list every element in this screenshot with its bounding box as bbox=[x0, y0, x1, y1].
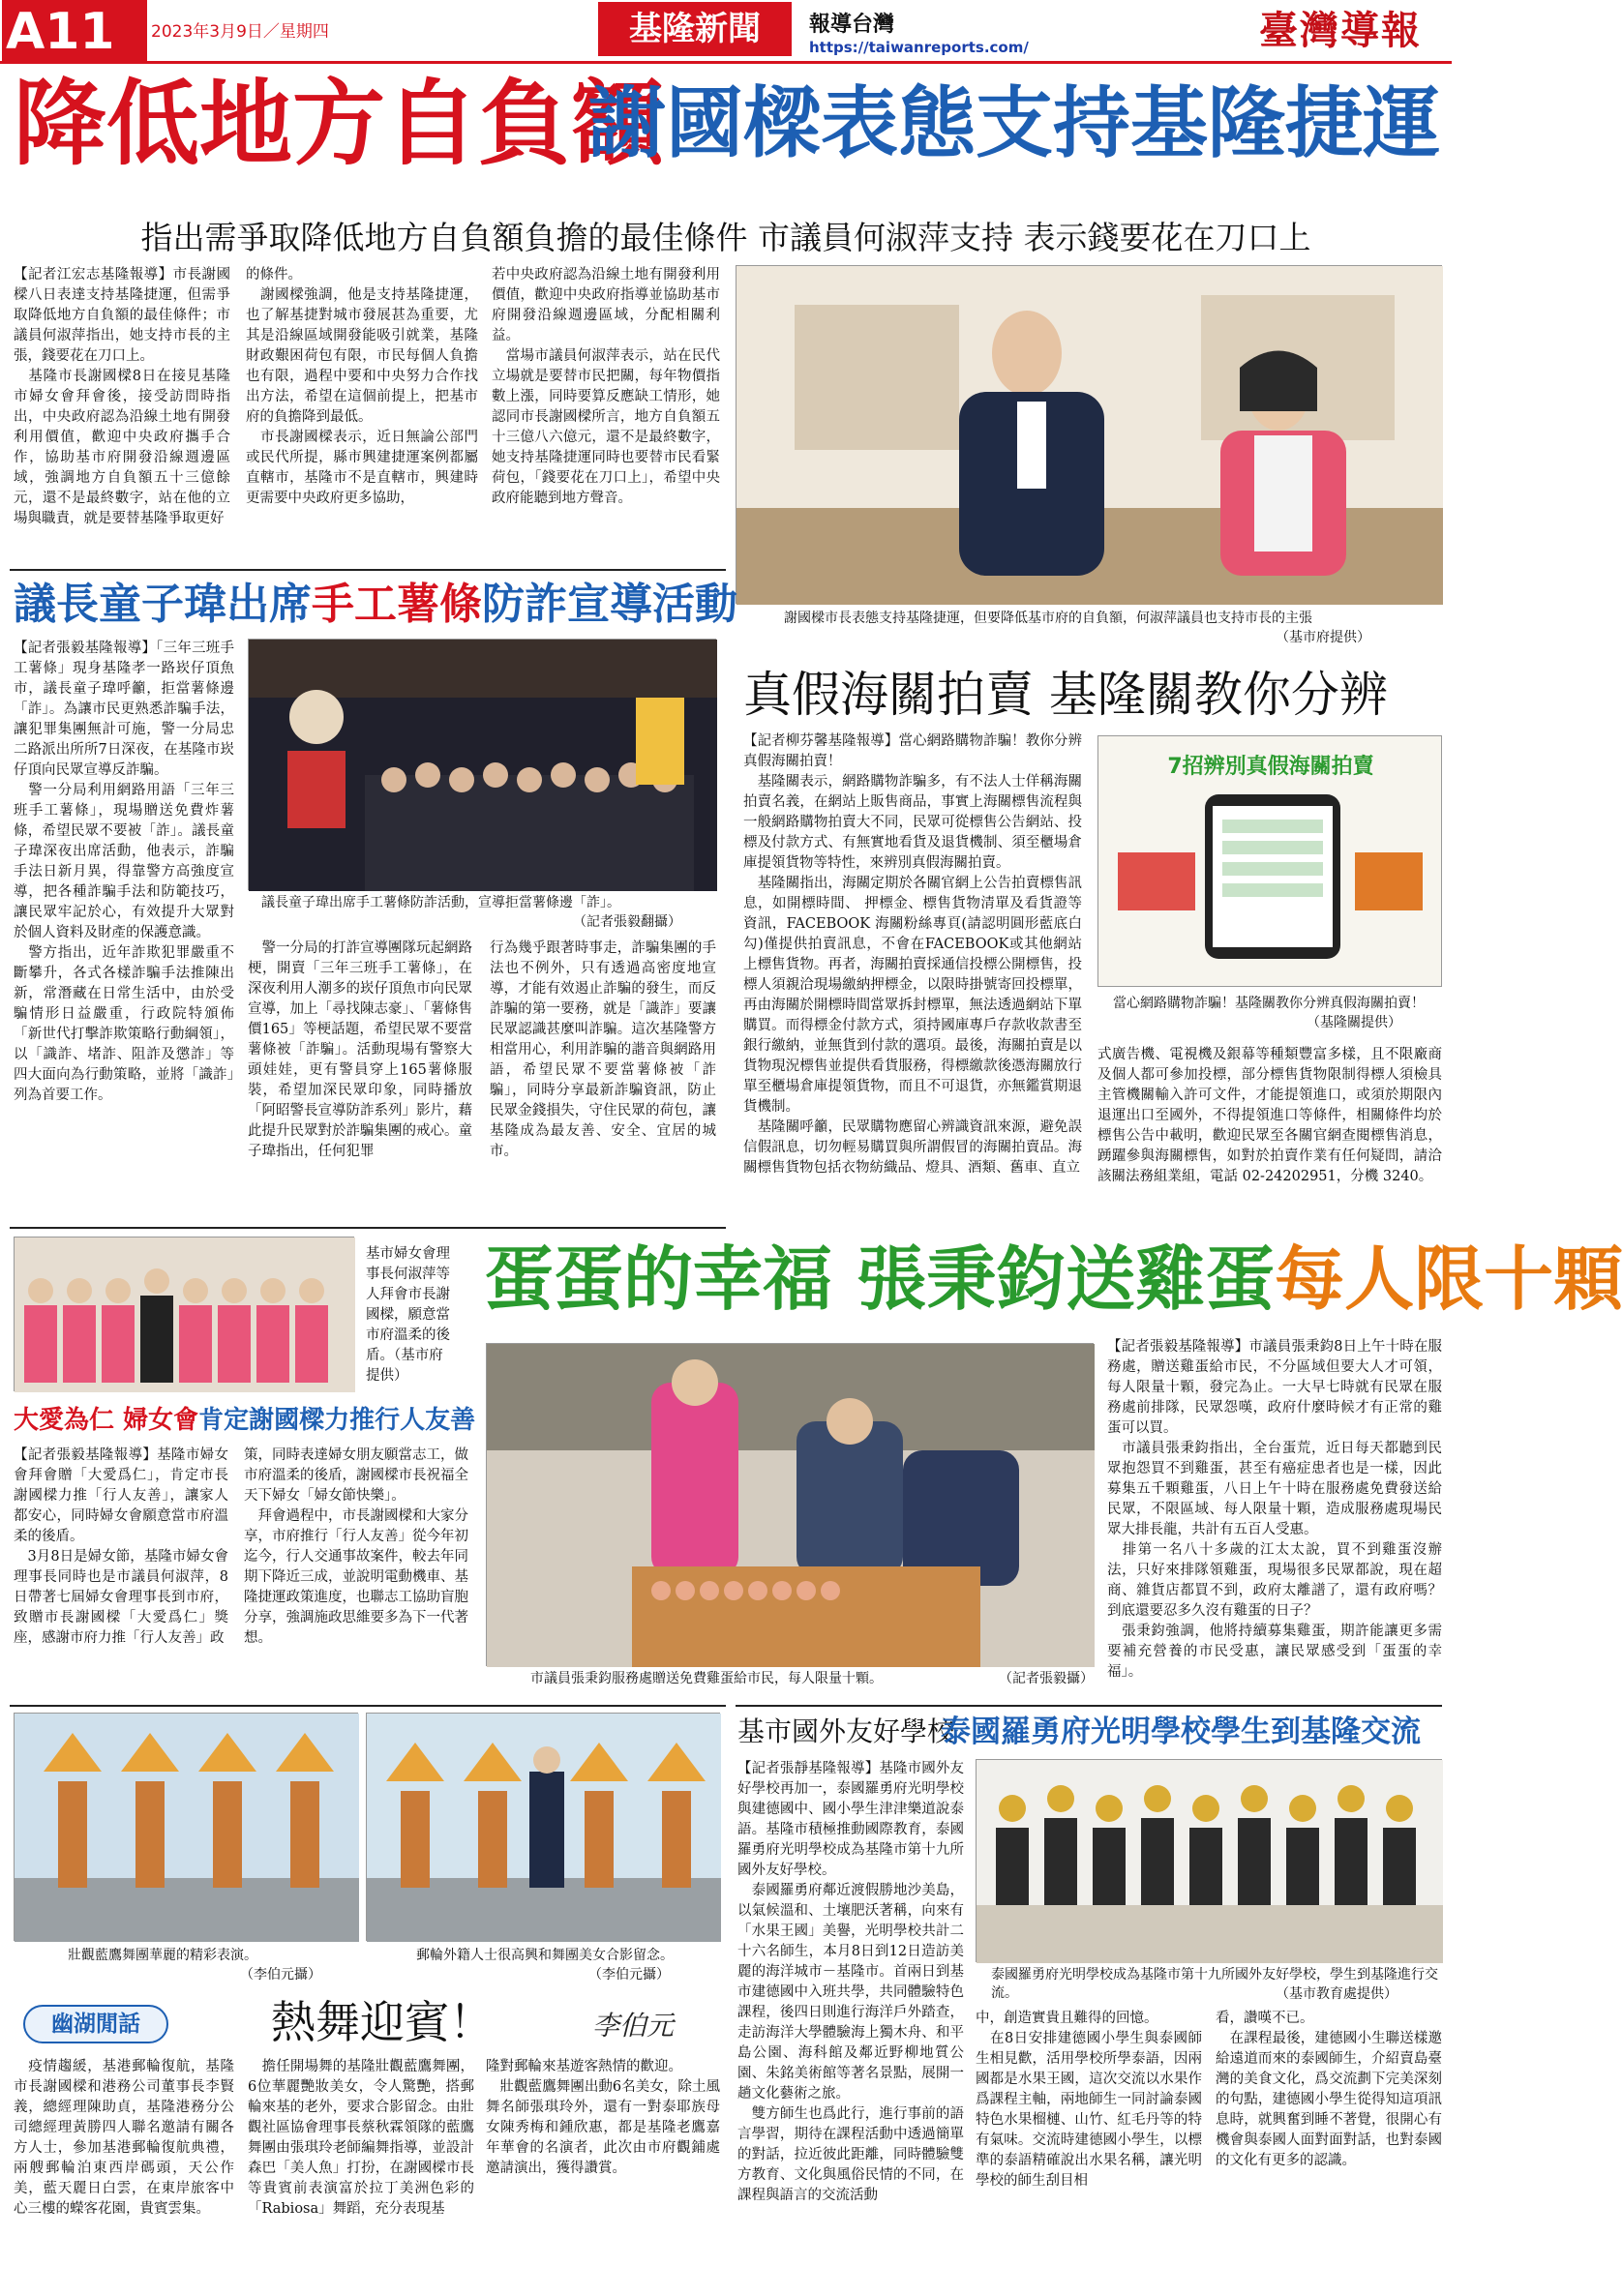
lead-column-3: 若中央政府認為沿線土地有開發利用價值，歡迎中央政府指導並協助基市府開發沿線週邊區域，分配相關利益。 當場市議員何淑萍表示，站在民代立場就是要替市民把關，每年物價指數上漲，同時要算反應缺工情形，她認同市長謝國樑所言，地方自負額五十三億八六億元，還不是最終數字，她支持基隆捷運同時也要替市民看緊荷包，「錢要花在刀口上」，希望中央政府能聽到地方聲音。 bbox=[492, 267, 720, 506]
lead-headline-left: 降低地方自負額 bbox=[14, 70, 664, 178]
women-photo-illustration bbox=[15, 1237, 355, 1392]
fraud-headline-part1: 議長童子瑋出席 bbox=[14, 580, 312, 629]
thai-headline-left: 基市國外友好學校 bbox=[737, 1715, 955, 1747]
dance-photo-right bbox=[366, 1713, 720, 1941]
dance-left-credit: （李伯元攝） bbox=[240, 1967, 321, 1983]
dance-column-2: 擔任開場舞的基隆壯觀藍鷹舞團，6位華麗艷妝美女，令人驚艷，搭郵輪來基的老外，要求合影留念。由壯觀社區協會理事長蔡秋霖領隊的藍鷹舞團由張琪玲老師編舞指導，並設計森巴「美人魚」打扮，在謝國樑市長等貴賓前表演富於拉丁美洲色彩的「Rabiosa」舞蹈，充分表現基 bbox=[248, 2059, 474, 2217]
thai-photo bbox=[976, 1759, 1442, 1962]
eggs-headline bbox=[484, 1231, 1623, 1327]
dance-right-caption: 郵輪外籍人士很高興和舞團美女合影留念。 bbox=[416, 1948, 674, 1963]
fraud-photo-caption: 議長童子瑋出席手工薯條防詐活動，宣導拒當薯條邊「詐」。 bbox=[261, 895, 620, 910]
dance-left-caption: 壯觀藍鷹舞團華麗的精彩表演。 bbox=[68, 1948, 257, 1963]
customs-column-1: 【記者柳芬馨基隆報導】當心網路購物詐騙！教你分辨真假海關拍賣！ 基隆關表示，網路購物詐騙多，有不法人士佯稱海關拍賣名義，在網站上販售商品，事實上海關標售流程與一般網路購物拍賣大不同，民眾可從標售公告網站、投標及付款方式、有無實地看貨及退貨機制、須至櫃場倉庫提領貨物等特性，來辨別真假海關拍賣。 基隆關指出，海關定期於各關官網上公告拍賣標售訊息，如開標時間、 押標金、標售貨物清單及看貨證等資訊，FACEBOOK 海關粉絲專頁(請認明圓形藍底白勾)僅提供拍賣訊息，不會在FACEBOOK或其他網站上標售貨物。再者，海關拍賣採通信投標公開標售，投標人須親洽現場繳納押標金，以限時掛號寄回投標單，再由海關於開標時間當眾拆封標單，無法透過網站下單購買。而得標金付款方式，須持國庫專戶存款收款書至銀行繳納，並無貨到付款的選項。最後，海關拍賣是以貨物現況標售並提供看貨服務，得標繳款後憑海關放行單至櫃場倉庫提領貨物，而且不可退貨，亦無鑑賞期退貨機制。 基隆關呼籲，民眾購物應留心辨識資訊來源，避免誤信假訊息，切勿輕易購買與所謂假冒的海關拍賣品。海關標售貨物包括衣物紡織品、燈具、酒類、舊車、直立 bbox=[743, 733, 1082, 1176]
dance-column-1: 疫情趨緩，基港郵輪復航，基隆市長謝國樑和港務公司董事長李賢義，總經理陳助貞，基隆港務分公司總經理黃勝四人聯名邀請有關各方人士，參加基港郵輪復航典禮，兩艘郵輪泊東西岸碼頭，天公作美，藍天麗日白雲，在東岸旅客中心三樓的蠑客花園，貴賓雲集。 bbox=[14, 2059, 234, 2217]
women-photo bbox=[14, 1237, 354, 1391]
customs-column-2: 式廣告機、電視機及銀幕等種類豐富多樣，且不限廠商及個人都可參加投標，部分標售貨物限制得標人須檢具主管機關輸入許可文件，才能提領進口，或須於期限內退運出口至國外，不得提領進口等條件，相關條件均於標售公告中載明，歡迎民眾至各關官網查閱標售消息，踴躍參與海關標售，如對於拍賣作業有任何疑問，請洽該關法務組業組，電話 02-24202951，分機 3240。 bbox=[1097, 1047, 1442, 1184]
partner-url[interactable]: https://taiwanreports.com/ bbox=[809, 39, 1029, 56]
divider bbox=[10, 1227, 726, 1229]
eggs-photo bbox=[486, 1343, 1094, 1666]
lead-subhead: 指出需爭取降低地方自負額負擔的最佳條件 市議員何淑萍支持 表示錢要花在刀口上 bbox=[140, 219, 1311, 256]
dance-column-3: 隆對郵輪來基遊客熱情的歡迎。 壯觀藍鷹舞團出動6名美女，除土風舞名師張琪玲外，還有一對泰耶族母女陳秀梅和鍾欣惠，都是基隆老鷹嘉年華會的名演者，此次由市府觀鋪處邀請演出，獲得讚賞。 bbox=[486, 2059, 720, 2176]
women-photo-caption: 基市婦女會理事長何淑萍等人拜會市長謝國樑，願意當市府溫柔的後盾。（基市府提供） bbox=[366, 1246, 450, 1384]
dance-photo-left bbox=[14, 1713, 358, 1941]
lead-column-1: 【記者江宏志基隆報導】市長謝國樑八日表達支持基隆捷運，但需爭取降低地方自負額的最佳條件；市議員何淑萍指出，她支持市長的主張，錢要花在刀口上。 基隆市長謝國樑8日在接見基隆市婦女會拜會後，接受訪問時指出，中央政府認為沿線土地有開發利用價值，歡迎中央政府攜手合作，協助基市府開發沿線週邊區域，強調地方自負額五十三億餘元，還不是最終數字，站在他的立場與職責，就是要替基隆爭取更好 bbox=[14, 267, 230, 526]
customs-infographic-credit: （基隆關提供） bbox=[1307, 1015, 1401, 1030]
thai-headline-right: 泰國羅勇府光明學校學生到基隆交流 bbox=[941, 1715, 1421, 1749]
eggs-headline-part2: 張秉鈞送雞蛋 bbox=[857, 1238, 1276, 1320]
customs-infographic-caption: 當心網路購物詐騙！基隆關教你分辨真假海關拍賣！ bbox=[1113, 996, 1425, 1011]
column-badge: 幽湖閒話 bbox=[23, 2005, 168, 2043]
lead-photo-caption: 謝國樑市長表態支持基隆捷運，但要降低基市府的自負額，何淑萍議員也支持市長的主張 bbox=[784, 611, 1312, 626]
newspaper-logo: 臺灣導報 bbox=[1259, 8, 1422, 53]
women-headline-part2: 婦女會 bbox=[123, 1406, 199, 1435]
fraud-photo-illustration bbox=[249, 640, 717, 891]
dance-photo-left-illustration bbox=[15, 1714, 359, 1942]
eggs-photo-credit: （記者張毅攝） bbox=[999, 1671, 1094, 1686]
divider bbox=[10, 1705, 726, 1707]
customs-infographic bbox=[1097, 735, 1442, 987]
section-title: 基隆新聞 bbox=[598, 2, 792, 56]
thai-column-3: 看，讚嘆不已。 在課程最後，建德國小生聯送樣邀給遠道而來的泰國師生，介紹賣島臺灣的美食文化，爲交流劃下完美深刻的句點，建德國小學生從得知這項訊息時，就興奮到睡不著覺，很開心有機會與泰國人面對面對話，也對泰國的文化有更多的認識。 bbox=[1216, 2011, 1442, 2168]
women-headline bbox=[14, 1401, 476, 1440]
fraud-column-2: 警一分局的打詐宣導團隊玩起網路梗，開賣「三年三班手工薯條」，在深夜利用人潮多的崁仔頂魚市向民眾宣導，加上「尋找陳志豪」、「薯條售價165」等梗話題，希望民眾不要當薯條被「詐騙」。活動現場有警察大頭娃娃，更有警員穿上165薯條服裝，希望加深民眾印象，同時播放「阿昭警長宣導防詐系列」影片，藉此提升民眾對於詐騙集團的戒心。童子瑋指出，任何犯罪 bbox=[248, 940, 472, 1159]
thai-photo-caption: 泰國羅勇府光明學校成為基隆市第十九所國外友好學校，學生到基隆進行交流。 bbox=[991, 1967, 1438, 2001]
dance-right-credit: （李伯元攝） bbox=[588, 1967, 670, 1983]
fraud-headline-part3: 防詐宣導活動 bbox=[482, 580, 737, 629]
lead-column-2: 的條件。 謝國樑強調，他是支持基隆捷運，也了解基捷對城市發展甚為重要，尤其是沿線區域開發能吸引就業，基隆財政艱困荷包有限，市民每個人負擔也有限，過程中要和中央努力合作找出方法，希望在這個前提上，把基市府的負擔降到最低。 市長謝國樑表示，近日無論公部門或民代所提，縣市興建捷運案例都屬直轄市，基隆市不是直轄市，興建時更需要中央政府更多協助， bbox=[246, 267, 478, 506]
fraud-photo-credit: （記者張毅翻攝） bbox=[573, 914, 681, 930]
eggs-column: 【記者張毅基隆報導】市議員張秉鈞8日上午十時在服務處，贈送雞蛋給市民，不分區域但要大人才可領，每人限量十顆，發完為止。一大早七時就有民眾在服務處前排隊，民眾怨嘆，政府什麼時候才有正常的雞蛋可以買。 市議員張秉鈞指出，全台蛋荒，近日每天都聽到民眾抱怨買不到雞蛋，甚至有癌症患者也是一樣，因此募集五千顆雞蛋，八日上午十時在服務處免費發送給民眾，不限區域、每人限量十顆，造成服務處現場民眾大排長龍，共計有五百人受惠。 排第一名八十多歲的江太太說，買不到雞蛋沒辦法，只好來排隊領雞蛋，現場很多民眾都說，現在超商、雜貨店都買不到，政府太離譜了，還有政府嗎？到底還要忍多久沒有雞蛋的日子？ 張秉鈞強調，他將持續募集雞蛋，期許能讓更多需要補充營養的市民受惠，讓民眾感受到「蛋蛋的幸福」。 bbox=[1107, 1339, 1442, 1680]
lead-photo-credit: （基市府提供） bbox=[1276, 630, 1370, 645]
dance-headline: 熱舞迎賓！ bbox=[271, 1996, 494, 2048]
page-code: A11 bbox=[2, 0, 147, 64]
thai-photo-illustration bbox=[977, 1760, 1443, 1963]
eggs-photo-caption: 市議員張秉鈞服務處贈送免費雞蛋給市民，每人限量十顆。 bbox=[530, 1671, 883, 1686]
eggs-headline-part1: 蛋蛋的幸福 bbox=[484, 1238, 833, 1320]
thai-column-1: 【記者張靜基隆報導】基隆市國外友好學校再加一，泰國羅勇府光明學校與建德國中、國小學生津津樂道說泰語。基隆市積極推動國際教育，泰國羅勇府光明學校成為基隆市第十九所國外友好學校。 泰國羅勇府鄰近渡假勝地沙美島，以氣候溫和、土壤肥沃著稱，向來有「水果王國」美譽，光明學校共計二十六名師生，本月8日到12日造訪美麗的海洋城市－基隆市。首兩日到基市建德國中入班共學，共同體驗特色課程，後四日則進行海洋戶外踏查，走訪海洋大學體驗海上獨木舟、和平島公園、海科館及鄰近野柳地質公園、朱銘美術館等著名景點，展開一趟文化藝術之旅。 雙方師生也爲此行，進行事前的語言學習，期待在課程活動中透過簡單的對話，拉近彼此距離，同時體驗雙方教育、文化與風俗民情的不同，在課程與語言的交流活動 bbox=[737, 1761, 964, 2203]
author-signature: 李伯元 bbox=[592, 2010, 675, 2042]
thai-column-2: 中，創造實貴且難得的回憶。 在8日安排建德國小學生與泰國師生相見歡，活用學校所學泰語，因兩國都是水果王國，這次交流以水果作爲課程主軸，兩地師生一同討論泰國特色水果榴槤、山竹、紅毛丹等的特有氣味。交流時建德國小學生，以標準的泰語精確說出水果名稱，讓光明學校的師生刮目相 bbox=[976, 2011, 1202, 2189]
eggs-headline-part3: 每人限十顆 bbox=[1275, 1238, 1623, 1320]
lead-headline-right: 謝國樑表態支持基隆捷運 bbox=[588, 78, 1440, 168]
thai-photo-credit: （基市教育處提供） bbox=[1276, 1986, 1398, 2002]
dance-photo-right-illustration bbox=[367, 1714, 721, 1942]
fraud-column-3: 行為幾乎跟著時事走，詐騙集團的手法也不例外，只有透過高密度地宣導，才能有效遏止詐騙的發生，而反詐騙的第一要務，就是「識詐」要讓民眾認識甚麼叫詐騙。這次基隆警方相當用心，利用詐騙的諧音與網路用語，希望民眾不要當薯條被「詐騙」，同時分享最新詐騙資訊，防止民眾金錢損失，守住民眾的荷包，讓基隆成為最友善、安全、宜居的城市。 bbox=[490, 940, 716, 1159]
infographic-title: 7招辨別真假海關拍賣 bbox=[1167, 755, 1374, 779]
fraud-column-1: 【記者張毅基隆報導】「三年三班手工薯條」現身基隆孝一路崁仔頂魚市，議長童子瑋呼籲，拒當薯條邊「詐」。為讓市民更熟悉詐騙手法，讓犯罪集團無計可施，警一分局忠二路派出所所7日深夜，在基隆市崁仔頂向民眾宣導反詐騙。 警一分局利用網路用語「三年三班手工薯條」，現場贈送免費炸薯條，希望民眾不要被「詐」。議長童子瑋深夜出席活動，他表示，詐騙手法日新月異，得靠警方高強度宣導，把各種詐騙手法和防範技巧，讓民眾牢記於心，有效提升大眾對於個人資料及財產的保護意識。 警方指出，近年詐欺犯罪嚴重不斷攀升，各式各樣詐騙手法推陳出新，常潛藏在日常生活中，由於受騙情形日益嚴重，行政院特頒佈「新世代打擊詐欺策略行動綱領」，以「識詐、堵詐、阻詐及懲詐」等四大面向為行動策略，並將「識詐」列為首要工作。 bbox=[14, 641, 234, 1103]
women-headline-part1: 大愛為仁 bbox=[14, 1406, 115, 1435]
fraud-headline-part2: 手工薯條 bbox=[312, 580, 482, 629]
divider bbox=[10, 569, 726, 571]
infographic-illustration bbox=[1098, 736, 1443, 988]
fraud-photo bbox=[248, 639, 716, 890]
women-headline-part3: 肯定謝國樑力推行人友善 bbox=[198, 1406, 476, 1435]
issue-date: 2023年3月9日／星期四 bbox=[151, 22, 329, 42]
divider bbox=[736, 1705, 1442, 1707]
eggs-photo-illustration bbox=[487, 1344, 1095, 1667]
fraud-headline bbox=[14, 577, 737, 633]
lead-photo-illustration bbox=[736, 266, 1443, 605]
partner-name: 報導台灣 bbox=[809, 13, 895, 37]
lead-photo bbox=[736, 265, 1442, 604]
customs-headline: 真假海關拍賣 基隆關教你分辨 bbox=[743, 667, 1388, 723]
women-column-1: 【記者張毅基隆報導】基隆市婦女會拜會贈「大愛爲仁」，肯定市長謝國樑力推「行人友善」，讓家人都安心，同時婦女會願意當市府溫柔的後盾。 3月8日是婦女節，基隆市婦女會理事長同時也是市議員何淑萍，8日帶著七屆婦女會理事長到市府，致贈市長謝國樑「大愛爲仁」獎座，感謝市府力推「行人友善」政 bbox=[14, 1447, 228, 1646]
women-column-2: 策，同時表達婦女朋友願當志工，做市府溫柔的後盾，謝國樑市長祝福全天下婦女「婦女節快樂」。 拜會過程中，市長謝國樑和大家分享，市府推行「行人友善」從今年初迄今，行人交通事故案件，較去年同期下降近三成，並說明電動機車、基隆捷運政策進度，也聯志工協助盲胞分享，強調施政思維要多為下一代著想。 bbox=[244, 1447, 468, 1646]
